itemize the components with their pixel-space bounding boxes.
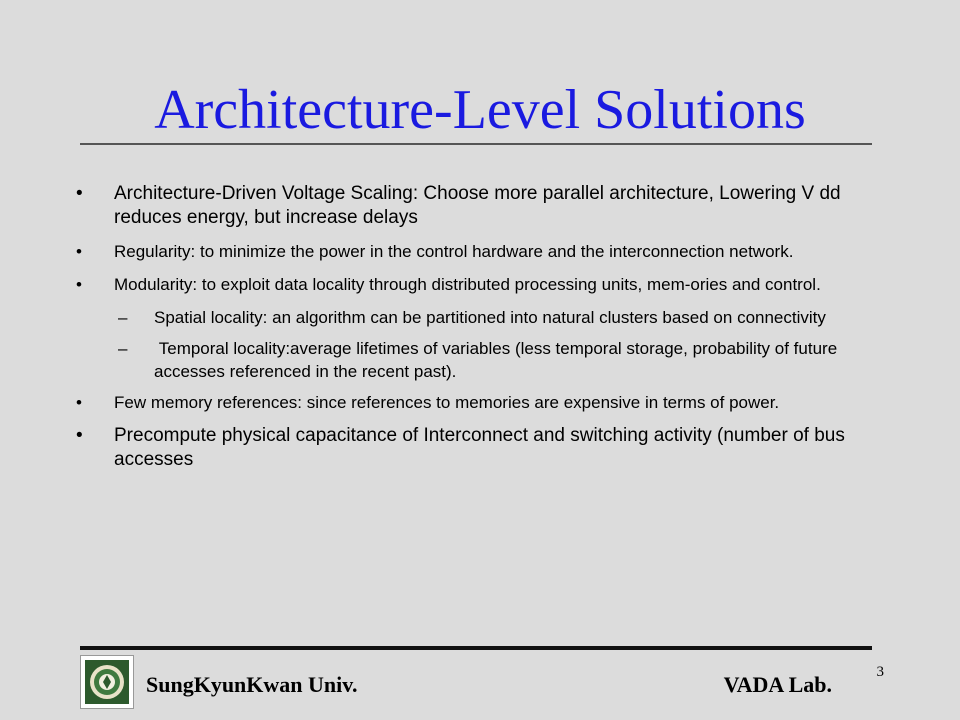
bullet-icon: • bbox=[76, 275, 82, 294]
sub-item-text: Spatial locality: an algorithm can be partitioned into natural clusters based on connectivity bbox=[154, 308, 826, 327]
footer-divider bbox=[80, 646, 872, 650]
sub-item-spatial-locality bbox=[72, 306, 852, 329]
bullet-text: Precompute physical capacitance of Interconnect and switching activity (number of bus accesses bbox=[114, 425, 845, 470]
sub-item-temporal-locality bbox=[72, 337, 852, 383]
bullet-icon: • bbox=[76, 425, 83, 446]
bullet-item-memory-references bbox=[72, 391, 852, 414]
dash-icon: – bbox=[118, 308, 128, 327]
title-divider bbox=[80, 143, 872, 145]
bullet-icon: • bbox=[76, 183, 83, 204]
footer-lab: VADA Lab. bbox=[723, 672, 832, 697]
bullet-text: Few memory references: since references to memories are expensive in terms of power. bbox=[114, 393, 780, 412]
slide-title: Architecture-Level Solutions bbox=[154, 79, 806, 141]
university-seal-icon bbox=[81, 656, 133, 708]
footer-university: SungKyunKwan Univ. bbox=[146, 672, 358, 697]
bullet-text: Architecture-Driven Voltage Scaling: Choose more parallel architecture, Lowering V dd reduces energy, but increase delays bbox=[114, 183, 841, 228]
bullet-item-modularity bbox=[72, 273, 852, 296]
bullet-icon: • bbox=[76, 242, 82, 261]
university-logo bbox=[80, 655, 134, 709]
page-number: 3 bbox=[876, 664, 884, 680]
bullet-text: Regularity: to minimize the power in the control hardware and the interconnection network. bbox=[114, 242, 794, 261]
bullet-list bbox=[72, 182, 852, 482]
dash-icon: – bbox=[118, 339, 128, 358]
bullet-item-voltage-scaling bbox=[72, 182, 852, 230]
bullet-icon: • bbox=[76, 393, 82, 412]
bullet-item-regularity bbox=[72, 240, 852, 263]
bullet-item-precompute bbox=[72, 424, 852, 472]
bullet-text: Modularity: to exploit data locality through distributed processing units, mem-ories and control. bbox=[114, 275, 821, 294]
sub-item-text: Temporal locality:average lifetimes of variables (less temporal storage, probability of future accesses referenced in the recent past). bbox=[154, 339, 842, 381]
